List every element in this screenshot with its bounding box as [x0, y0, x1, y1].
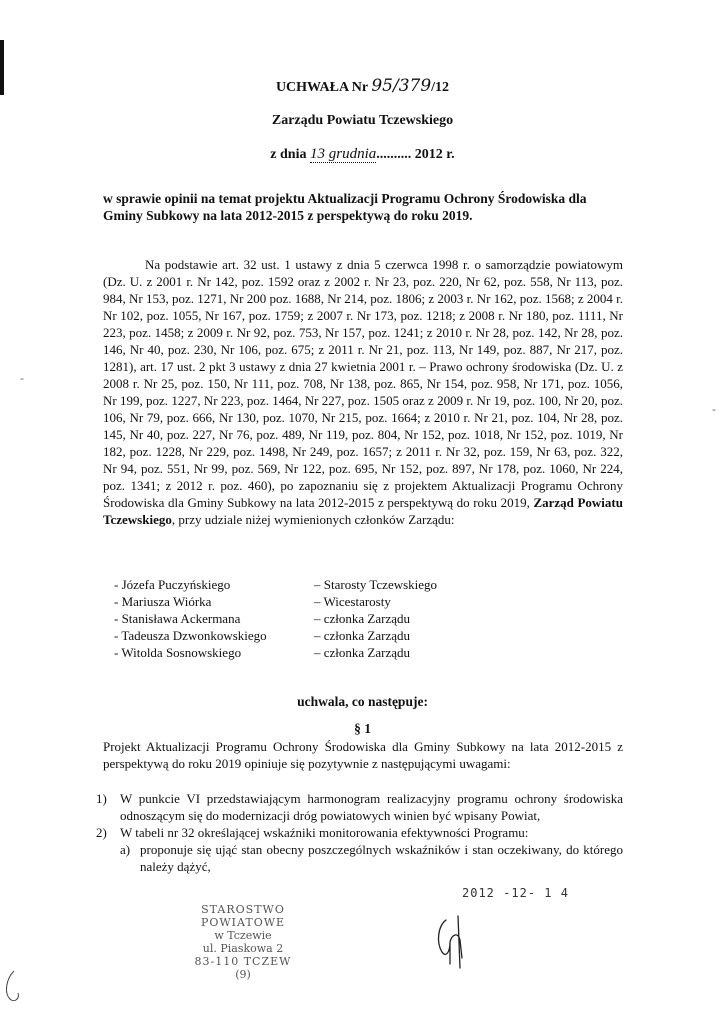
member-role: – członka Zarządu [314, 628, 411, 643]
resolution-date [0, 146, 725, 163]
board-name: Zarząd Powiatu Tczewskiego [103, 495, 623, 527]
date-prefix: z dnia [270, 147, 307, 162]
title-prefix: UCHWAŁA Nr [275, 80, 368, 95]
member-row [114, 593, 534, 610]
stamp-line: (9) [235, 968, 251, 981]
legal-basis-paragraph [103, 256, 623, 528]
member-row [114, 627, 534, 644]
title-suffix: /12 [431, 80, 450, 95]
member-row [114, 576, 534, 593]
section-1-heading: § 1 [354, 721, 371, 736]
member-name: - Stanisława Ackermana [114, 611, 241, 626]
list-item-text: W punkcie VI przedstawiającym harmonogram realizacyjny programu ochrony środowiska odnoszącym się do modernizacji dróg powiatowych winien być wpisany Powiat, [120, 791, 623, 823]
list-item-number: 1) [96, 791, 107, 806]
board-members-list [114, 576, 534, 661]
stamp-line: 83-110 TCZEW [194, 955, 292, 968]
member-role: – Wicestarosty [314, 594, 391, 609]
member-role: – członka Zarządu [314, 645, 411, 660]
list-item [96, 824, 623, 841]
member-name: - Tadeusza Dzwonkowskiego [114, 628, 267, 643]
office-stamp [158, 903, 328, 981]
resolution-title [0, 76, 725, 96]
sub-list-item-text: proponuje się ująć stan obecny poszczególnych wskaźników i stan oczekiwany, do którego należy dążyć, [140, 842, 623, 874]
stamp-line: w Tczewie [214, 929, 272, 942]
member-role: – Starosty Tczewskiego [314, 577, 438, 592]
handwritten-date: 13 grudnia [309, 146, 377, 162]
member-name: - Witolda Sosnowskiego [114, 645, 242, 660]
section-1-list [96, 790, 623, 875]
member-name: - Józefa Puczyńskiego [114, 577, 231, 592]
stamp-line: STAROSTWO POWIATOWE [200, 903, 286, 929]
member-role: – członka Zarządu [314, 611, 411, 626]
resolution-subject: w sprawie opinii na temat projektu Aktualizacji Programu Ochrony Środowiska dla Gminy Subkowy na lata 2012-2015 z perspektywą do roku 2019. [103, 191, 587, 223]
issuing-body: Zarządu Powiatu Tczewskiego [271, 113, 454, 128]
margin-pencil-mark [2, 965, 24, 1007]
sub-list-item [96, 841, 623, 875]
preamble-text: Na podstawie art. 32 ust. 1 ustawy z dnia 5 czerwca 1998 r. o samorządzie powiatowym (Dz. U. z 2001 r. Nr 142, poz. 1592 oraz z 2002 r. Nr 23, poz. 220, Nr 62, poz. 558, Nr 113, poz. 984, Nr 153, poz. 1271, Nr 200 poz. 1688, Nr 214, poz. 1806; z 2003 r. Nr 162, poz. 1568; z 2004 r. Nr 102, poz. 1055, Nr 167, poz. 1759; z 2007 r. Nr 173, poz. 1218; z 2008 r. Nr 180, poz. 1111, Nr 223, poz. 1458; z 2009 r. Nr 92, poz. 753, Nr 157, poz. 1241; z 2010 r. Nr 28, poz. 142, Nr 28, poz. 146, Nr 40, poz. 230, Nr 106, poz. 675; z 2011 r. Nr 21, poz. 113, Nr 149, poz. 887, Nr 217, poz. 1281), art. 17 ust. 2 pkt 3 ustawy z dnia 27 kwietnia 2001 r. – Prawo ochrony środowiska (Dz. U. z 2008 r. Nr 25, poz. 150, Nr 111, poz. 708, Nr 138, poz. 865, Nr 154, poz. 958, Nr 171, poz. 1056, Nr 199, poz. 1227, Nr 223, poz. 1464, Nr 227, poz. 1505 oraz z 2009 r. Nr 19, poz. 100, Nr 20, poz. 106, Nr 79, poz. 666, Nr 130, poz. 1070, Nr 215, poz. 1664; z 2010 r. Nr 21, poz. 104, Nr 28, poz. 145, Nr 40, poz. 227, Nr 76, poz. 489, Nr 119, poz. 804, Nr 152, poz. 1018, Nr 152, poz. 1019, Nr 182, poz. 1228, Nr 229, poz. 1498, Nr 249, poz. 1657; z 2011 r. Nr 32, poz. 159, Nr 63, poz. 322, Nr 94, poz. 551, Nr 99, poz. 569, Nr 122, poz. 695, Nr 152, poz. 897, Nr 178, poz. 1060, Nr 224, poz. 1341; z 2012 r. poz. 460), po zapoznaniu się z projektem Aktualizacji Programu Ochrony Środowiska dla Gminy Subkowy na lata 2012-2015 z perspektywą do roku 2019, [103, 257, 623, 510]
handwritten-signature [432, 912, 472, 974]
list-item-text: W tabeli nr 32 określającej wskaźniki monitorowania efektywności Programu: [120, 825, 529, 840]
member-name: - Mariusza Wiórka [114, 594, 212, 609]
preamble-text-end: , przy udziale niżej wymienionych członków Zarządu: [171, 512, 455, 527]
resolves-heading: uchwala, co następuje: [297, 694, 428, 709]
margin-dash-mark: - [20, 371, 24, 385]
member-row [114, 610, 534, 627]
list-item [96, 790, 623, 824]
date-suffix: 2012 r. [414, 147, 455, 162]
handwritten-resolution-number: 95/379 [371, 76, 432, 96]
sub-list-item-letter: a) [120, 842, 131, 857]
date-dots: .......... [376, 147, 412, 162]
received-date-stamp: 2012 -12- 1 4 [462, 886, 569, 900]
section-1-intro: Projekt Aktualizacji Programu Ochrony Środowiska dla Gminy Subkowy na lata 2012-2015 z perspektywą do roku 2019 opiniuje się pozytywnie z następującymi uwagami: [103, 739, 623, 771]
member-row [114, 644, 534, 661]
stamp-line: ul. Piaskowa 2 [202, 942, 284, 955]
list-item-number: 2) [96, 825, 107, 840]
margin-dash-mark: - [712, 402, 716, 416]
